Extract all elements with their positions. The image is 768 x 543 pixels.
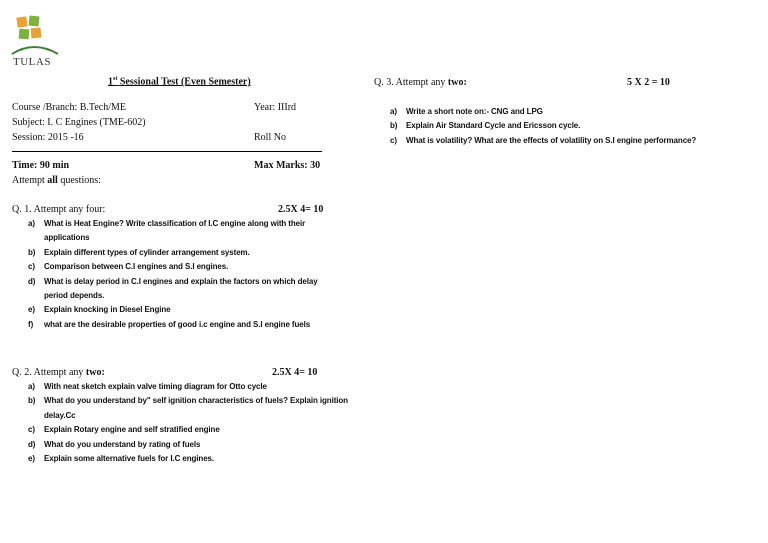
- page-title: 1st Sessional Test (Even Semester): [108, 76, 251, 88]
- year: Year: IIIrd: [254, 102, 297, 113]
- instructions: Attempt all questions:: [12, 175, 101, 186]
- list-item: d) What is delay period in C.I engines and explain the factors on which delay period depends.: [28, 276, 318, 301]
- q2-marks: 2.5X 4= 10: [272, 367, 318, 378]
- logo-text: TULAS: [13, 56, 51, 68]
- list-item: f) what are the desirable properties of good i.c engine and S.I engine fuels: [28, 319, 311, 329]
- list-item: a) With neat sketch explain valve timing diagram for Otto cycle: [28, 382, 267, 391]
- list-item: e) Explain some alternative fuels for I.C engines.: [28, 454, 215, 464]
- list-item: b) What do you understand by" self ignition characteristics of fuels? Explain ignition delay.Cc: [28, 396, 348, 420]
- list-item: b) Explain different types of cylinder arrangement system.: [28, 247, 250, 257]
- list-item: a) Write a short note on:- CNG and LPG: [390, 107, 543, 116]
- q1-list: [12, 217, 352, 332]
- header-divider: [12, 151, 322, 152]
- roll-no: Roll No: [254, 132, 286, 143]
- list-item: d) What do you understand by rating of fuels: [28, 439, 201, 449]
- list-item: e) Explain knocking in Diesel Engine: [28, 305, 171, 315]
- max-marks: Max Marks: 30: [254, 160, 321, 171]
- q2-list: [12, 380, 352, 466]
- time: Time: 90 min: [12, 160, 70, 171]
- list-item: c) Explain Rotary engine and self stratified engine: [28, 425, 220, 435]
- course-branch: Course /Branch: B.Tech/ME: [12, 102, 126, 113]
- list-item: b) Explain Air Standard Cycle and Ericsson cycle.: [390, 121, 581, 131]
- subject: Subject: I. C Engines (TME-602): [12, 117, 146, 128]
- list-item: a) What is Heat Engine? Write classification of I.C engine along with their applications: [28, 219, 306, 243]
- list-item: c) What is volatility? What are the effects of volatility on S.I engine performance?: [390, 135, 697, 145]
- q3-heading: Q. 3. Attempt any two:: [374, 77, 467, 88]
- list-item: c) Comparison between C.I engines and S.I engines.: [28, 262, 229, 272]
- logo-emblem-icon: [6, 14, 62, 58]
- q2-heading: Q. 2. Attempt any two:: [12, 367, 105, 378]
- session: Session: 2015 -16: [12, 132, 84, 143]
- q1-heading: Q. 1. Attempt any four:: [12, 204, 106, 215]
- q1-marks: 2.5X 4= 10: [278, 204, 324, 215]
- q3-list: [374, 105, 710, 148]
- q3-marks: 5 X 2 = 10: [627, 77, 670, 88]
